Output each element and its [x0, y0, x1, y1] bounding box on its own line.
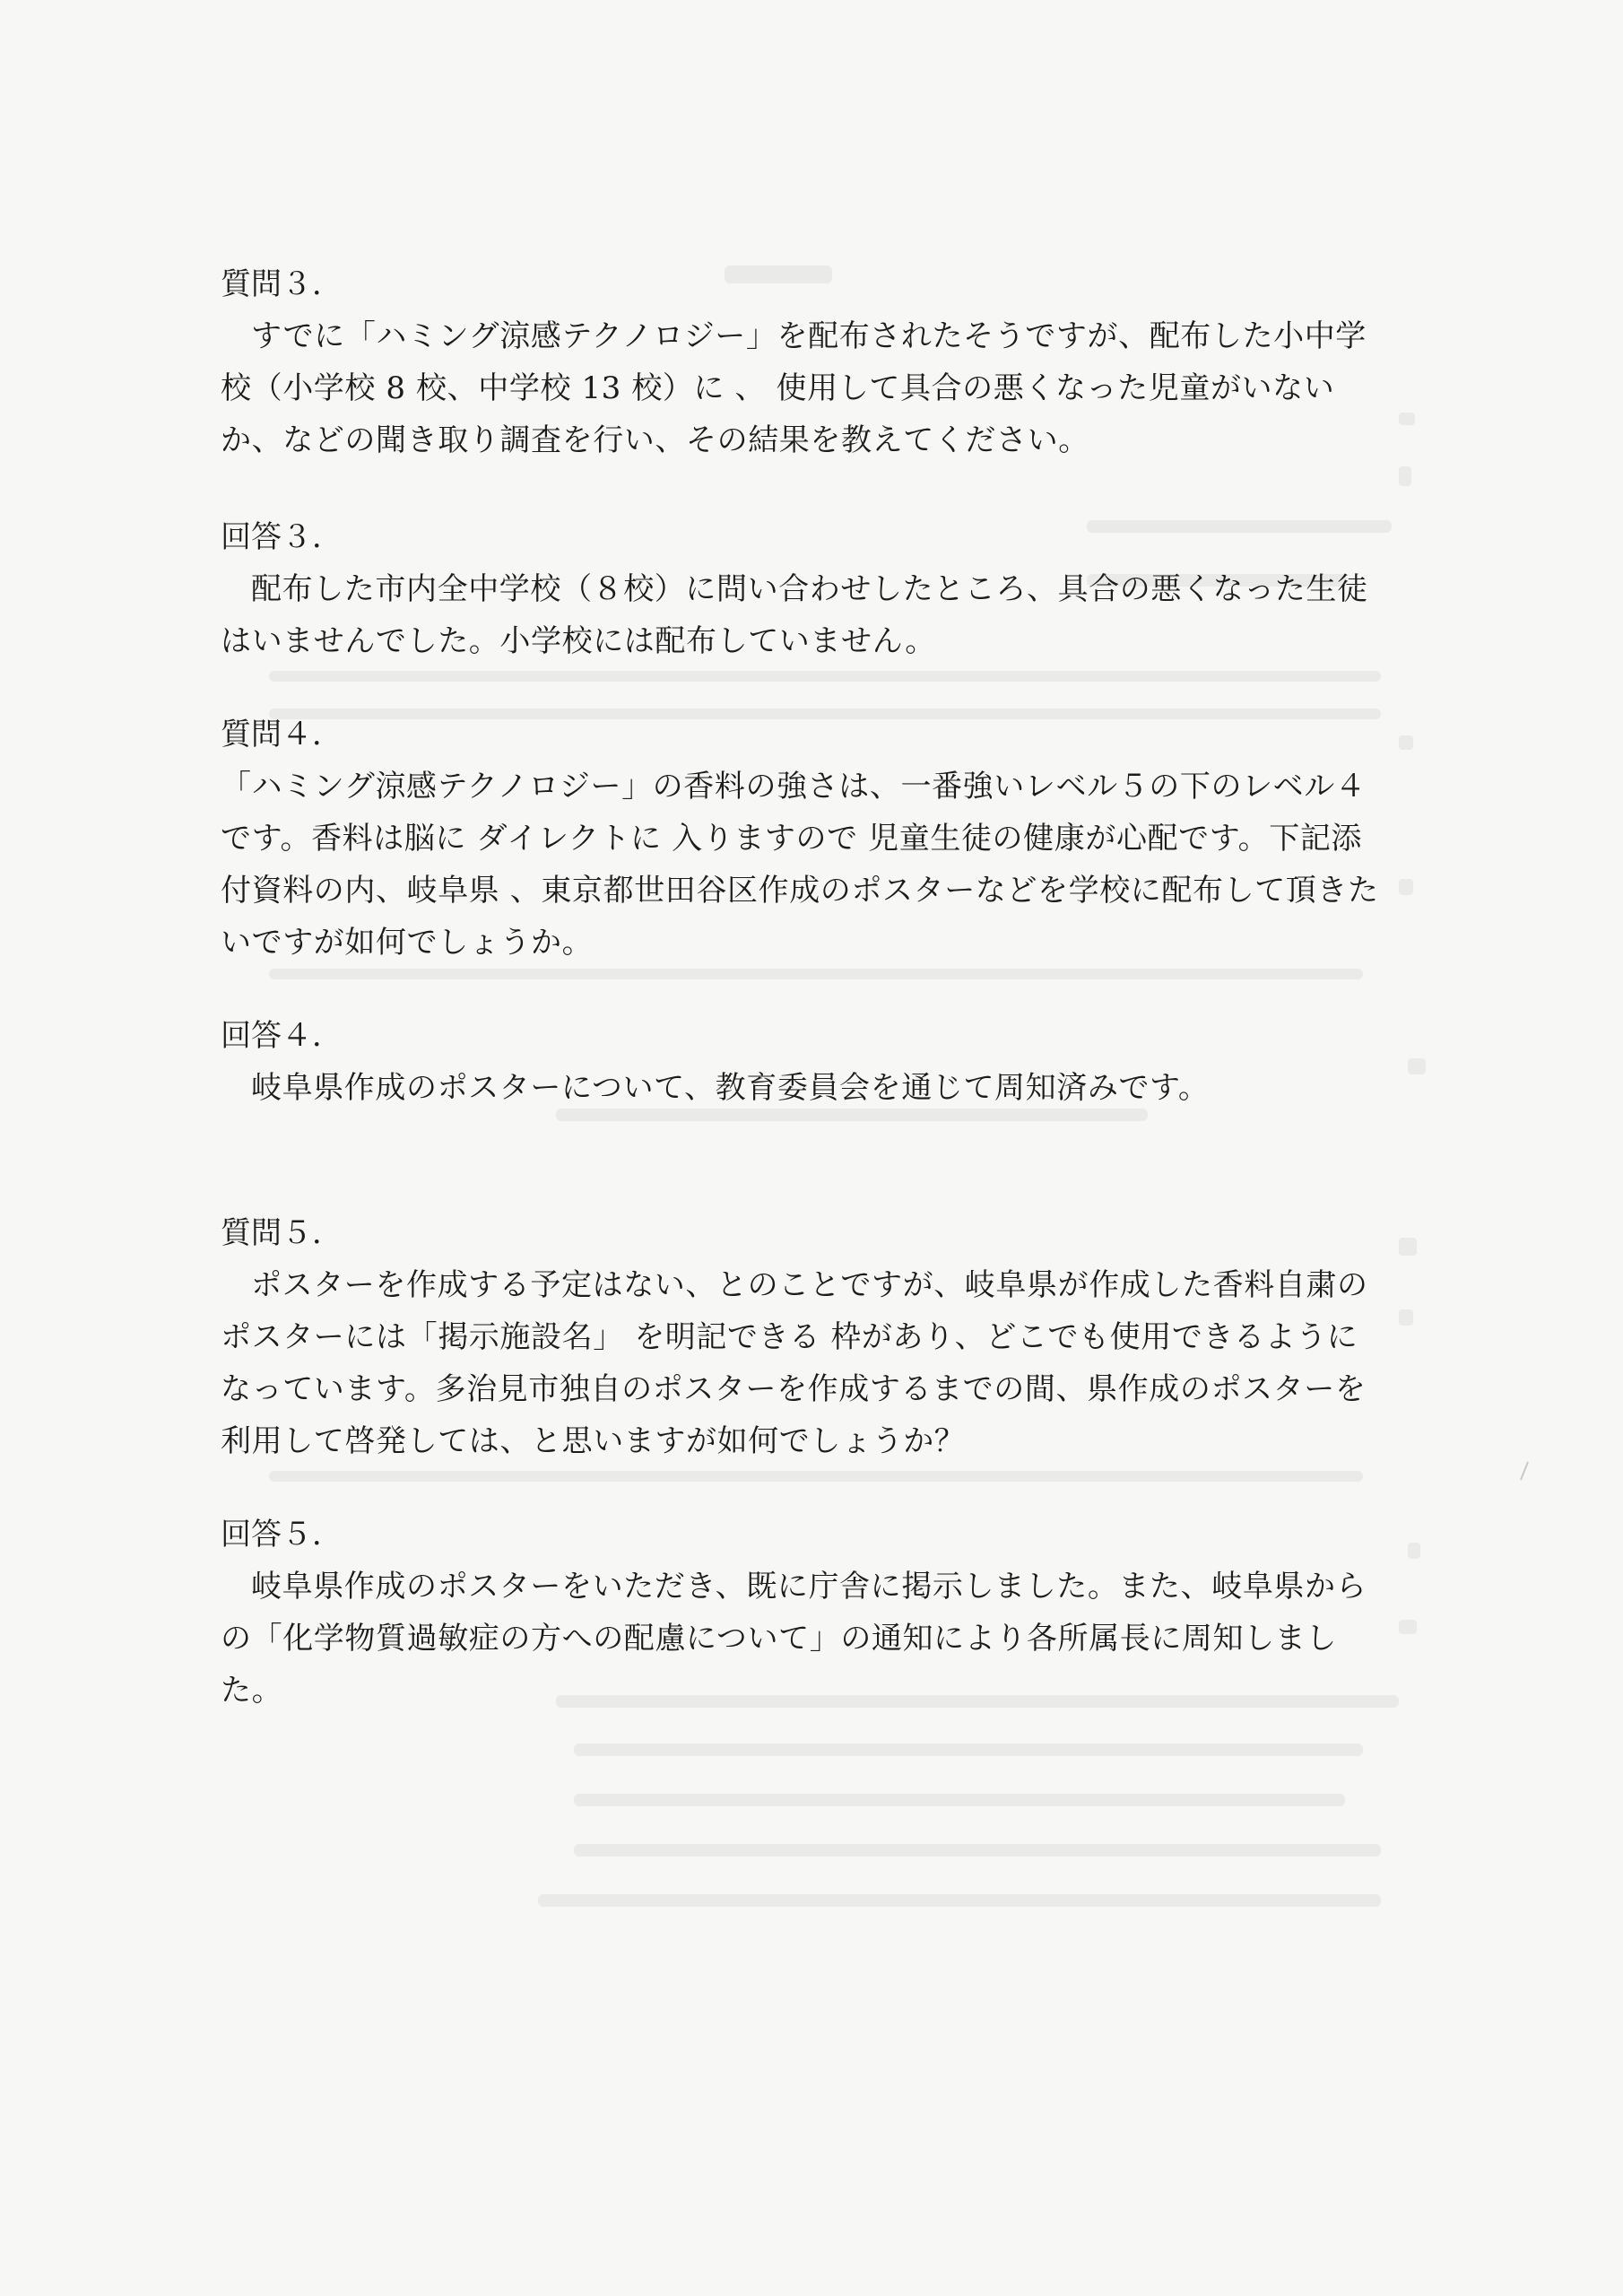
question-4-label: 質問４． [221, 717, 343, 752]
answer-4-section [221, 1010, 1386, 1114]
qa-document [221, 258, 1386, 1717]
question-3-text: すでに「ハミング涼感テクノロジー」を配布されたそうですが、配布した小中学校（小学校 8 校、中学校 13 校）に 、 使用して具合の悪くなった児童がいないか、などの聞き取り調査を行い、その結果を教えてください。 [221, 318, 1367, 458]
question-5-text: ポスターを作成する予定はない、とのことですが、岐阜県が作成した香料自粛のポスターには「掲示施設名」 を明記できる 枠があり、どこでも使用できるようになっています。多治見市独自のポスターを作成するまでの間、県作成のポスターを利用して啓発しては、と思いますが如何でしょうか？ [221, 1267, 1368, 1459]
question-3-label: 質問３． [221, 266, 343, 302]
answer-5-section [221, 1509, 1386, 1717]
question-5-section [221, 1207, 1386, 1467]
answer-4-label: 回答４． [221, 1018, 343, 1054]
question-3-section [221, 258, 1386, 466]
question-4-section [221, 709, 1386, 969]
answer-3-label: 回答３． [221, 519, 343, 555]
question-4-text: 「ハミング涼感テクノロジー」の香料の強さは、一番強いレベル５の下のレベル４です。香料は脳に ダイレクトに 入りますので 児童生徒の健康が心配です。下記添付資料の内、岐阜県 、東京都世田谷区作成のポスターなどを学校に配布して頂きたいですが如何でしょうか。 [221, 769, 1379, 961]
question-5-label: 質問５． [221, 1215, 343, 1251]
answer-4-text: 岐阜県作成のポスターについて、教育委員会を通じて周知済みです。 [251, 1070, 1210, 1106]
answer-5-label: 回答５． [221, 1517, 343, 1552]
answer-3-text: 配布した市内全中学校（８校）に問い合わせしたところ、具合の悪くなった生徒はいませんでした。小学校には配布していません。 [221, 571, 1368, 659]
answer-3-section [221, 511, 1386, 667]
answer-5-text: 岐阜県作成のポスターをいただき、既に庁舎に掲示しました。また、岐阜県からの「化学物質過敏症の方への配慮について」の通知により各所属長に周知しました。 [221, 1569, 1367, 1709]
